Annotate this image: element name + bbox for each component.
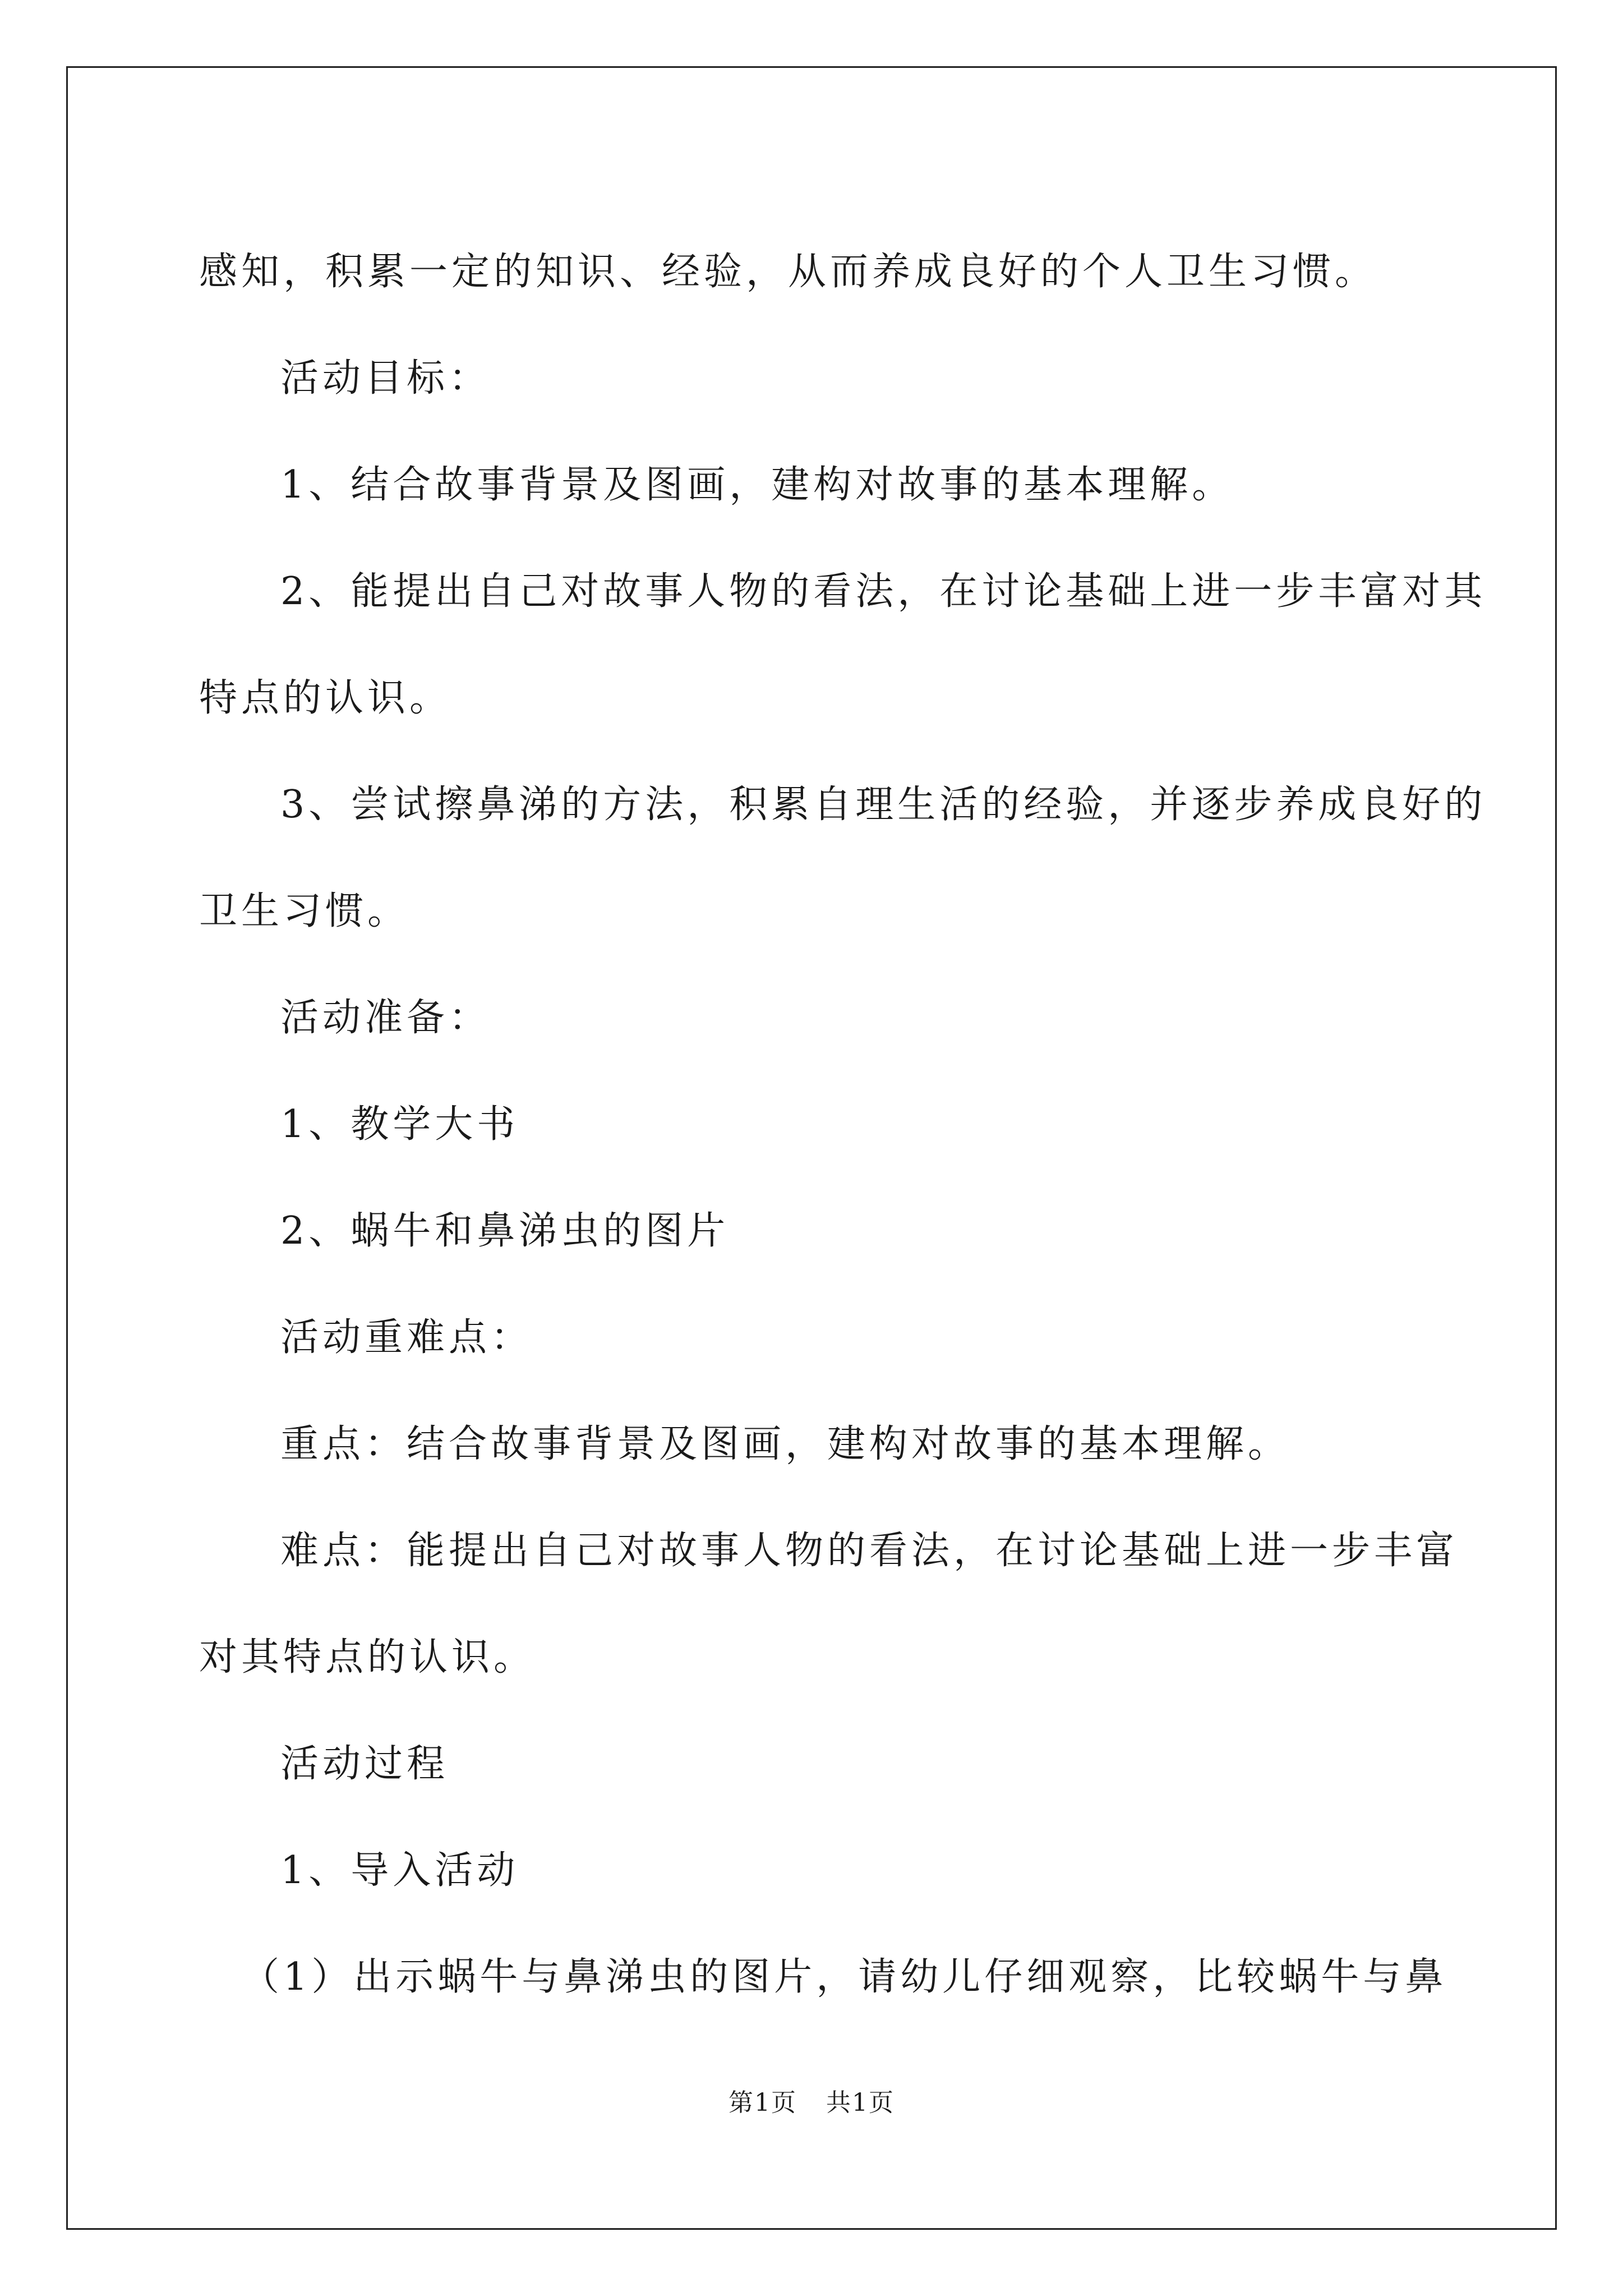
paragraph-continuation: 对其特点的认识。 <box>199 1635 536 1680</box>
list-item: 3、尝试擦鼻涕的方法，积累自理生活的经验，并逐步养成良好的 <box>280 783 1487 827</box>
document-body <box>199 219 1487 2031</box>
page-total: 共1页 <box>826 2088 895 2117</box>
list-item: 1、导入活动 <box>280 1848 519 1893</box>
paragraph-continuation: 特点的认识。 <box>199 676 452 720</box>
page-number: 第1页 <box>728 2088 797 2117</box>
section-heading-process: 活动过程 <box>280 1742 449 1786</box>
paragraph-continuation: 卫生习惯。 <box>199 889 410 933</box>
section-heading-key-points: 活动重难点： <box>280 1315 533 1360</box>
list-item: 2、蜗牛和鼻涕虫的图片 <box>280 1209 730 1253</box>
list-item: 2、能提出自己对故事人物的看法，在讨论基础上进一步丰富对其 <box>280 569 1487 614</box>
list-item: 1、结合故事背景及图画，建构对故事的基本理解。 <box>280 463 1234 507</box>
paragraph: 感知，积累一定的知识、经验，从而养成良好的个人卫生习惯。 <box>199 250 1377 294</box>
paragraph: 重点：结合故事背景及图画，建构对故事的基本理解。 <box>280 1422 1290 1466</box>
page-footer <box>0 2082 1623 2118</box>
list-item: 1、教学大书 <box>280 1102 519 1147</box>
paragraph: 难点：能提出自己对故事人物的看法，在讨论基础上进一步丰富 <box>280 1529 1459 1573</box>
section-heading-goals: 活动目标： <box>280 356 491 401</box>
sub-list-item: （1）出示蜗牛与鼻涕虫的图片，请幼儿仔细观察，比较蜗牛与鼻 <box>241 1955 1447 1999</box>
section-heading-preparation: 活动准备： <box>280 996 491 1040</box>
